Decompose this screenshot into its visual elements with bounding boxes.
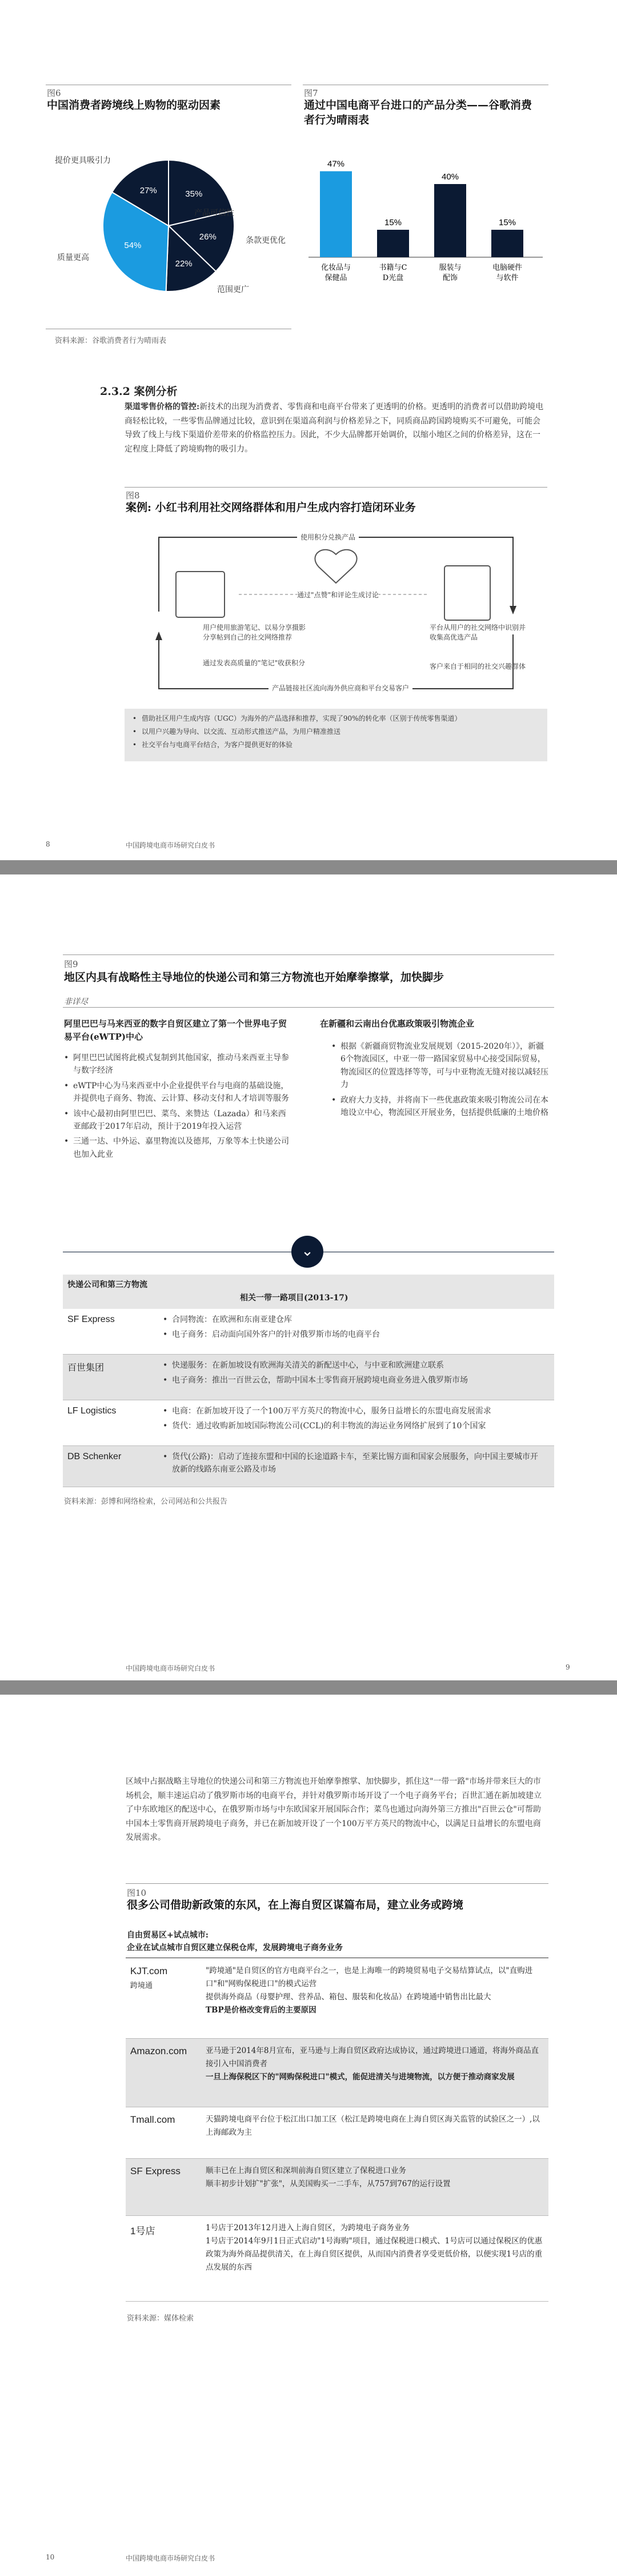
fig10-header-1: 自由贸易区+试点城市: xyxy=(127,1931,209,1940)
fig10-title: 很多公司借助新政策的东风，在上海自贸区谋篇布局，建立业务或跨境 xyxy=(127,1899,464,1911)
pie-data-label: 54% xyxy=(124,241,142,251)
left-heading: 阿里巴巴与马来西亚的数字自贸区建立了第一个世界电子贸易平台(eWTP)中心 xyxy=(64,1019,287,1042)
intro-paragraph: 区域中占据战略主导地位的快递公司和第三方物流也开始摩拳擦掌、加快脚步，抓住这"一带一路"市场并带来巨大的市场机会，顺丰速运启动了俄罗斯市场的电商平台，并针对俄罗斯市场开设了一个电子商务平台；百世汇通在新加坡建立了中东欧地区的配送中心，在俄罗斯市场与中东欧国家开展国际合作；菜鸟也通过向海外第三方推出"百世云仓"可帮助中国本土零售商开展跨境电子商务，并已在新加坡开设了一个100万平方英尺的物流中心，以满足日益增长的东盟电商发展需求。 xyxy=(126,1777,542,1842)
row-line: 1号店于2014年9月1日正式启动"1号海购"项目，通过保税进口模式、1号店可以通过保税区的优惠政策为海外商品提供清关，在上海自贸区提供，从而国内消费者享受更低价格，以便实现1号店的重点发展的东西 xyxy=(206,2236,543,2272)
fig6-legend-range: 范围更广 xyxy=(217,285,249,294)
fig8-bottom-label: 产品链接社区流向海外供应商和平台交易客户 xyxy=(269,683,412,693)
row-line: TBP是价格改变背后的主要原因 xyxy=(206,2005,316,2015)
table-row xyxy=(126,2159,548,2216)
tablet-illustration xyxy=(444,566,490,620)
right-bullet: • 根据《新疆商贸物流业发展规划（2015-2020年）》，新疆6个物流园区，中亚一带一路国家贸易中心接受国际贸易，物流园区的位置选择等等，可与中亚物流无缝对接以减轻压力 xyxy=(331,1040,548,1092)
bar-category-label: 电脑硬件 xyxy=(492,263,523,272)
left-bullet: • 该中心最初由阿里巴巴、菜鸟、来赞达（Lazada）和马来西亚邮政于2017年启动，预计于2019年投入运营 xyxy=(64,1108,293,1133)
bar-category-label: 与软件 xyxy=(496,274,519,282)
left-bullet: • 阿里巴巴试图将此模式复制到其他国家，推动马来西亚主导参与数字经济 xyxy=(64,1052,293,1077)
fig6-legend-trust: 产品可信性 xyxy=(194,209,234,218)
row-line: 亚马逊于2014年8月宣布，亚马逊与上海自贸区政府达成协议，通过跨境进口通道，将海外商品直接引入中国消费者 xyxy=(206,2046,539,2068)
bar-category-label: 书籍与C xyxy=(379,263,407,272)
fig8-left-text-2: 通过发表高质量的"笔记"收获积分 xyxy=(203,659,306,667)
fig8-note: • 借助社区用户生成内容（UGC）为海外的产品选择和推荐，实现了90%的转化率（区别于传统零售渠道） xyxy=(133,713,539,724)
company-name: Amazon.com xyxy=(130,2046,187,2056)
fig8-number: 图8 xyxy=(126,490,140,501)
row-item: • 货代(公路)：启动了连接东盟和中国的长途道路卡车，至莱比锡方面和国家会展服务，向中国主要城市开放新的线路东南亚公路及市场 xyxy=(163,1451,546,1476)
fig9-subtitle: 非详尽 xyxy=(64,997,88,1007)
footer: 中国跨境电商市场研究白皮书 xyxy=(126,1664,215,1672)
row-line: 一旦上海保税区下的"网购保税进口"模式，能促进清关与进境物流，以方便于推动商家发展 xyxy=(206,2072,515,2082)
right-bullets xyxy=(331,1040,548,1121)
left-bullets xyxy=(64,1052,293,1163)
fig8-right-text-2: 客户来自于相同的社交兴趣群体 xyxy=(430,662,526,670)
divider xyxy=(63,954,554,955)
fig9-number: 图9 xyxy=(64,959,78,969)
section-body xyxy=(125,400,547,456)
fig8-left-text-1: 用户使用旅游笔记、以易分享摄影分享帖到自己的社交网络推荐 xyxy=(203,624,306,641)
bar xyxy=(377,230,409,257)
bar-data-label: 40% xyxy=(441,172,459,182)
row-item: • 电商：在新加坡开设了一个100万平方英尺的物流中心，服务日益增长的东盟电商发展需求 xyxy=(163,1405,546,1417)
pie-data-label: 35% xyxy=(185,189,203,199)
table-row xyxy=(63,1309,554,1355)
footer: 中国跨境电商市场研究白皮书 xyxy=(126,841,215,849)
row-item: • 合同物流：在欧洲和东南亚建仓库 xyxy=(163,1313,546,1326)
bar-category-label: 配饰 xyxy=(442,274,458,282)
row-line: 1号店于2013年12月进入上海自贸区，为跨境电子商务业务 xyxy=(206,2223,410,2232)
table-row xyxy=(63,1446,554,1487)
company-name: SF Express xyxy=(130,2166,181,2176)
fig9-title: 地区内具有战略性主导地位的快递公司和第三方物流也开始摩拳擦掌，加快脚步 xyxy=(64,971,444,984)
company-name: 百世集团 xyxy=(67,1363,105,1373)
bar xyxy=(434,184,466,257)
pie-data-label: 22% xyxy=(175,259,193,269)
fig8-diagram xyxy=(125,526,547,697)
table-row xyxy=(63,1400,554,1446)
divider xyxy=(125,487,547,488)
table-row xyxy=(126,2216,548,2302)
right-heading: 在新疆和云南出台优惠政策吸引物流企业 xyxy=(320,1019,475,1029)
cycle-arrow-top xyxy=(159,537,513,612)
fig10-source: 资料来源：媒体检索 xyxy=(127,2314,194,2323)
fig6-source: 资料来源：谷歌消费者行为晴雨表 xyxy=(55,337,167,345)
page-number: 8 xyxy=(46,840,50,848)
bar xyxy=(491,230,523,257)
bar-category-label: 保健品 xyxy=(324,274,347,282)
page-number: 9 xyxy=(566,1663,570,1671)
fig8-top-label: 使用积分兑换产品 xyxy=(297,532,359,542)
row-item: • 电子商务：推出一百世云仓，帮助中国本土零售商开展跨境电商业务进入俄罗斯市场 xyxy=(163,1374,546,1387)
company-name: LF Logistics xyxy=(67,1406,117,1416)
bar xyxy=(320,171,352,257)
fig6-legend-terms: 条款更优化 xyxy=(246,236,286,245)
page-10 xyxy=(0,1695,617,2576)
bar-data-label: 47% xyxy=(327,159,345,169)
pie-data-label: 27% xyxy=(139,186,157,196)
bar-category-label: 服装与 xyxy=(439,263,462,272)
fig8-mid-label: 通过"点赞"和评论生成讨论 xyxy=(297,591,379,599)
row-line: 天猫跨境电商平台位于松江出口加工区（松江是跨境电商在上海自贸区海关监管的试验区之一）,以上海邮政为主 xyxy=(206,2115,540,2137)
table-row xyxy=(126,2107,548,2159)
company-name: KJT.com xyxy=(130,1966,168,1976)
company-name: SF Express xyxy=(67,1315,115,1324)
pie-data-label: 26% xyxy=(199,231,217,242)
chevron-down-icon: ⌄ xyxy=(291,1236,323,1268)
table-header-left: 快递公司和第三方物流 xyxy=(67,1280,147,1289)
company-name: 1号店 xyxy=(130,2226,155,2236)
row-line: "跨境通"是自贸区的官方电商平台之一，也是上海唯一的跨境贸易电子交易结算试点，以"直购进口"和"网购保税进口"的模式运营 xyxy=(206,1966,533,1988)
fig7-title: 通过中国电商平台进口的产品分类——谷歌消费者行为晴雨表 xyxy=(304,99,532,126)
fig6-legend-price: 提价更具吸引力 xyxy=(55,156,111,165)
left-bullet: • 三通一达、中外运、嘉里物流以及德邦，万象等本土快递公司也加入此业 xyxy=(64,1135,293,1161)
fig9-source: 资料来源：彭博和网络检索，公司网站和公共报告 xyxy=(64,1497,228,1506)
bar-category-label: D光盘 xyxy=(382,274,404,282)
right-bullet: • 政府大力支持，并将南下一些优惠政策来吸引物流公司在本地设立中心，物流园区开展业务，包括提供低廉的土地价格 xyxy=(331,1094,548,1120)
divider xyxy=(63,1007,554,1008)
fig7-bar-chart xyxy=(308,154,548,309)
fig7-number: 图7 xyxy=(304,88,318,98)
bar-data-label: 15% xyxy=(498,218,516,227)
table-row xyxy=(63,1355,554,1400)
company-sub: 跨境通 xyxy=(130,1982,153,1990)
page-number: 10 xyxy=(46,2553,55,2561)
fig8-title: 案例: 小红书利用社交网络群体和用户生成内容打造闭环业务 xyxy=(126,501,416,514)
fig6-number: 图6 xyxy=(47,88,61,98)
fig10-header-2: 企业在试点城市自贸区建立保税仓库，发展跨境电子商务业务 xyxy=(127,1943,343,1952)
section-text: 新技术的出现为消费者、零售商和电商平台带来了更透明的价格。更透明的消费者可以借助跨境电商轻松比较，一些零售品牌通过比较，意识到在渠道高利润与价格差异之下，同质商品跨国跨境购买不可避免，可能会导致了线上与线下渠道价差带来的价格监控压力。因此，不少大品牌都开始调价，以缩小地区之间的价格差异，这在一定程度上降低了跨境购物的吸引力。 xyxy=(125,402,544,454)
divider xyxy=(126,1883,548,1884)
page-9 xyxy=(0,874,617,1680)
fig10-number: 图10 xyxy=(127,1888,147,1898)
laptop-illustration xyxy=(176,572,225,617)
table-header-center: 相关一带一路项目(2013-17) xyxy=(240,1293,348,1303)
left-bullet: • eWTP中心为马来西亚中小企业提供平台与电商的基础设施，并提供电子商务、物流、云计算、移动支付和人才培训等服务 xyxy=(64,1080,293,1105)
bar-data-label: 15% xyxy=(384,218,402,227)
row-line: 顺丰已在上海自贸区和深圳前海自贸区建立了保税进口业务 xyxy=(206,2166,406,2175)
fig6-title: 中国消费者跨境线上购物的驱动因素 xyxy=(47,99,221,111)
row-item: • 电子商务：启动面向国外客户的针对俄罗斯市场的电商平台 xyxy=(163,1328,546,1341)
fig8-right-text-1: 平台从用户的社交网络中识别并收集高优选产品 xyxy=(430,624,526,641)
fig8-note: • 以用户兴趣为导向、以交流、互动形式推送产品，为用户精准推送 xyxy=(133,726,539,737)
page-8 xyxy=(0,0,617,860)
row-line: 顺丰初步计划扩"扩张"，从美国购买一二手车，从757到767的运行设置 xyxy=(206,2179,451,2188)
fig8-note: • 社交平台与电商平台结合，为客户提供更好的体验 xyxy=(133,740,539,750)
fig8-notes xyxy=(125,709,547,761)
table-row xyxy=(126,2039,548,2107)
company-name: Tmall.com xyxy=(130,2114,175,2125)
row-item: • 货代：通过收购新加坡国际物流公司(CCL)的利丰物流的海运业务网络扩展到了10个国家 xyxy=(163,1420,546,1432)
section-lead: 渠道零售价格的管控: xyxy=(125,402,200,412)
table-row xyxy=(126,1959,548,2039)
fig6-legend-quality: 质量更高 xyxy=(57,253,89,262)
footer: 中国跨境电商市场研究白皮书 xyxy=(126,2554,215,2562)
section-heading: 2.3.2 案例分析 xyxy=(100,385,178,398)
row-item: • 快递服务：在新加坡设有欧洲海关清关的新配送中心，与中亚和欧洲建立联系 xyxy=(163,1359,546,1372)
company-name: DB Schenker xyxy=(67,1452,122,1461)
heart-icon xyxy=(315,550,356,583)
bar-category-label: 化妆品与 xyxy=(320,263,351,272)
row-line: 提供海外商品（母婴护理、营养品、箱包、服装和化妆品）在跨境通中销售出比最大 xyxy=(206,1992,491,2002)
